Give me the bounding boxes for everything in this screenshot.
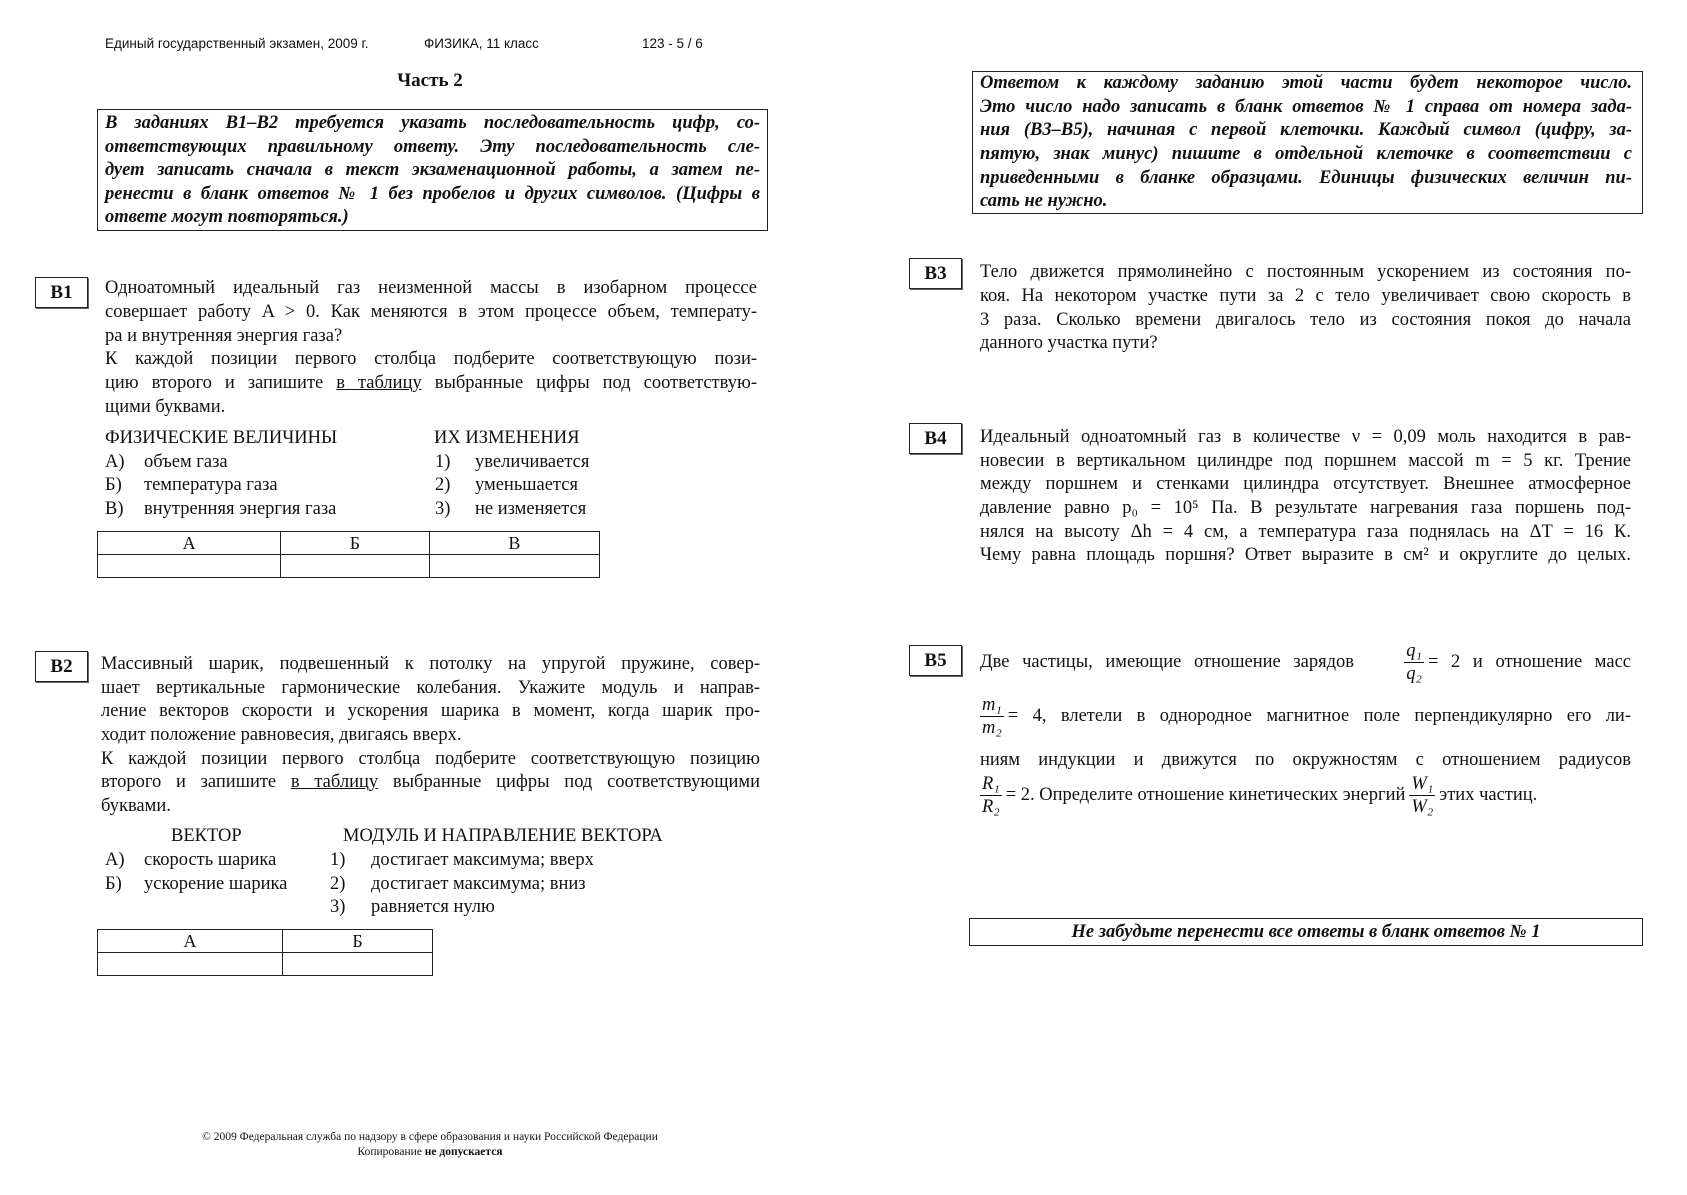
b3-text-line: Тело движется прямолинейно с постоянным ускорением из состояния по- — [980, 262, 1631, 282]
charge-ratio-fraction — [1404, 640, 1424, 685]
b1-left-item: внутренняя энергия газа — [144, 499, 337, 519]
subject: ФИЗИКА, 11 класс — [424, 36, 539, 51]
numerator: W₁ — [1411, 773, 1434, 794]
b2-right-item: равняется нулю — [371, 897, 495, 917]
b1-right-header: ИХ ИЗМЕНЕНИЯ — [434, 428, 580, 448]
b5-text: Две частицы, имеющие отношение зарядов — [980, 651, 1355, 672]
answer-cell[interactable] — [98, 953, 283, 976]
page-code: 123 - 5 / 6 — [642, 36, 703, 51]
b2-text-line: Массивный шарик, подвешенный к потолку на упругой пружине, совер- — [101, 654, 760, 674]
b2-left-letter: А) — [105, 850, 125, 870]
denominator: q₂ — [1406, 663, 1422, 684]
b4-text-line: давление равно p₀ = 10⁵ Па. В результате нагревания газа поршень под- — [980, 498, 1631, 518]
b1-right-item: уменьшается — [475, 475, 578, 495]
task-label-b5: В5 — [909, 645, 962, 676]
copyright: © 2009 Федеральная служба по надзору в сфере образования и науки Российской Федерации — [202, 1131, 658, 1143]
b2-right-item: достигает максимума; вниз — [371, 874, 586, 894]
instruction-line: Ответом к каждому заданию этой части будет некоторое число. — [980, 73, 1632, 93]
answer-cell[interactable] — [98, 555, 281, 578]
instruction-line: В заданиях В1–В2 требуется указать последовательность цифр, со- — [105, 113, 760, 133]
b1-left-item: температура газа — [144, 475, 278, 495]
task-label-b3: В3 — [909, 258, 962, 289]
b3-text-line: 3 раза. Сколько времени двигалось тело из состояния покоя до начала — [980, 310, 1631, 330]
b5-text: = 2. Определите отношение кинетических энергий — [1005, 784, 1406, 805]
b2-right-num: 2) — [330, 874, 346, 894]
denominator: W₂ — [1411, 796, 1434, 817]
b1-text: выбранные цифры под соответствую- — [421, 373, 757, 393]
b1-right-num: 2) — [435, 475, 451, 495]
b4-text-line: нялся на высоту Δh = 4 см, а температура газа поднялась на ΔT = 16 К. — [980, 522, 1631, 542]
copy-notice-text: Копирование — [357, 1146, 425, 1158]
instruction-line: ренести в бланк ответов № 1 без пробелов и других символов. (Цифры в — [105, 184, 760, 204]
task-label-b4: В4 — [909, 423, 962, 454]
b1-text-line: совершает работу A > 0. Как меняются в этом процессе объем, температу- — [105, 302, 757, 322]
col-header: Б — [283, 930, 433, 953]
b2-text-line: шает вертикальные гармонические колебания. Укажите модуль и направ- — [101, 678, 760, 698]
answer-cell[interactable] — [429, 555, 599, 578]
copy-notice-bold: не допускается — [424, 1146, 503, 1158]
task-label-b2: В2 — [35, 651, 88, 682]
col-header: А — [98, 532, 281, 555]
b2-left-letter: Б) — [105, 874, 122, 894]
task-label-b1: В1 — [35, 277, 88, 308]
b5-text: = 4, влетели в однородное магнитное поле перпендикулярно его ли- — [1007, 706, 1631, 726]
b1-right-item: не изменяется — [475, 499, 587, 519]
b2-text-line: К каждой позиции первого столбца подберите соответствующую позицию — [101, 749, 760, 769]
b5-line-3: ниям индукции и движутся по окружностям с отношением радиусов — [980, 750, 1631, 770]
b1-text-line: ра и внутренняя энергия газа? — [105, 326, 343, 346]
b2-text-line — [101, 770, 760, 794]
b1-right-num: 1) — [435, 452, 451, 472]
b1-text-line: К каждой позиции первого столбца подберите соответствующую пози- — [105, 349, 757, 369]
b1-left-header: ФИЗИЧЕСКИЕ ВЕЛИЧИНЫ — [105, 428, 338, 448]
denominator: m₂ — [982, 717, 1002, 738]
radius-ratio-fraction — [980, 773, 1002, 818]
instruction-line: приведенными в бланке образцами. Единицы физических величин пи- — [980, 168, 1632, 188]
b1-right-num: 3) — [435, 499, 451, 519]
exam-title: Единый государственный экзамен, 2009 г. — [105, 36, 369, 51]
b2-left-header: ВЕКТОР — [171, 826, 242, 846]
b1-text-line — [105, 371, 757, 395]
instruction-line: дует записать сначала в текст экзаменационной работы, а затем пе- — [105, 160, 760, 180]
b1-left-letter: Б) — [105, 475, 122, 495]
b2-text-line: ходит положение равновесия, двигаясь вверх. — [101, 725, 462, 745]
b5-line-4 — [980, 771, 1537, 819]
b4-text-line: между поршнем и стенками цилиндра отсутствует. Внешнее атмосферное — [980, 474, 1631, 494]
b1-right-item: увеличивается — [475, 452, 590, 472]
instruction-line: пятую, знак минус) пишите в отдельной клеточке в соответствии с — [980, 144, 1632, 164]
b5-text: = 2 и отношение масс — [1427, 651, 1631, 672]
instruction-line: ответствующих правильному ответу. Эту последовательность сле- — [105, 137, 760, 157]
instruction-line: Это число надо записать в бланк ответов № 1 справа от номера зада- — [980, 97, 1632, 117]
numerator: R₁ — [982, 773, 1000, 794]
part-title: Часть 2 — [397, 70, 463, 91]
answer-cell[interactable] — [283, 953, 433, 976]
col-header: А — [98, 930, 283, 953]
b2-text-line: буквами. — [101, 796, 171, 816]
table-link[interactable]: в таблицу — [336, 373, 422, 393]
b2-left-item: скорость шарика — [144, 850, 277, 870]
b2-right-num: 1) — [330, 850, 346, 870]
b1-left-letter: А) — [105, 452, 125, 472]
b5-line-2 — [980, 692, 1631, 740]
b2-right-header: МОДУЛЬ И НАПРАВЛЕНИЕ ВЕКТОРА — [343, 826, 663, 846]
b5-text: этих частиц. — [1439, 784, 1538, 805]
b1-left-item: объем газа — [144, 452, 228, 472]
b1-text-line: Одноатомный идеальный газ неизменной массы в изобарном процессе — [105, 278, 757, 298]
b4-text-line: Чему равна площадь поршня? Ответ выразите в см² и округлите до целых. — [980, 545, 1631, 565]
b4-text-line: Идеальный одноатомный газ в количестве ν = 0,09 моль находится в рав- — [980, 427, 1631, 447]
answer-cell[interactable] — [281, 555, 429, 578]
reminder-box: Не забудьте перенести все ответы в бланк ответов № 1 — [969, 918, 1643, 946]
col-header: Б — [281, 532, 429, 555]
mass-ratio-fraction — [980, 694, 1004, 739]
b2-left-item: ускорение шарика — [144, 874, 288, 894]
numerator: q₁ — [1406, 640, 1422, 661]
b2-text: выбранные цифры под соответствующими — [378, 772, 760, 792]
b5-line-1 — [980, 638, 1631, 686]
b2-text: второго и запишите — [101, 772, 291, 792]
b2-text-line: ление векторов скорости и ускорения шарика в момент, когда шарик про- — [101, 701, 760, 721]
b2-right-item: достигает максимума; вверх — [371, 850, 594, 870]
table-link[interactable]: в таблицу — [290, 772, 379, 792]
numerator: m₁ — [982, 694, 1002, 715]
instruction-line: ния (В3–В5), начиная с первой клеточки. Каждый символ (цифру, за- — [980, 120, 1632, 140]
denominator: R₂ — [982, 796, 1000, 817]
b2-answer-table — [97, 929, 433, 976]
b4-text-line: новесии в вертикальном цилиндре под поршнем массой m = 5 кг. Трение — [980, 451, 1631, 471]
b3-text-line: данного участка пути? — [980, 333, 1158, 353]
instruction-line: сать не нужно. — [980, 191, 1108, 211]
energy-ratio-fraction — [1409, 773, 1435, 818]
b1-left-letter: В) — [105, 499, 124, 519]
b3-text-line: коя. На некотором участке пути за 2 с тело увеличивает свою скорость в — [980, 286, 1631, 306]
copy-notice — [80, 1146, 780, 1158]
instruction-line: ответе могут повторяться.) — [105, 207, 349, 227]
b1-text: цию второго и запишите — [105, 373, 337, 393]
b2-right-num: 3) — [330, 897, 346, 917]
b1-answer-table — [97, 531, 600, 578]
b1-text-line: щими буквами. — [105, 397, 226, 417]
col-header: В — [429, 532, 599, 555]
